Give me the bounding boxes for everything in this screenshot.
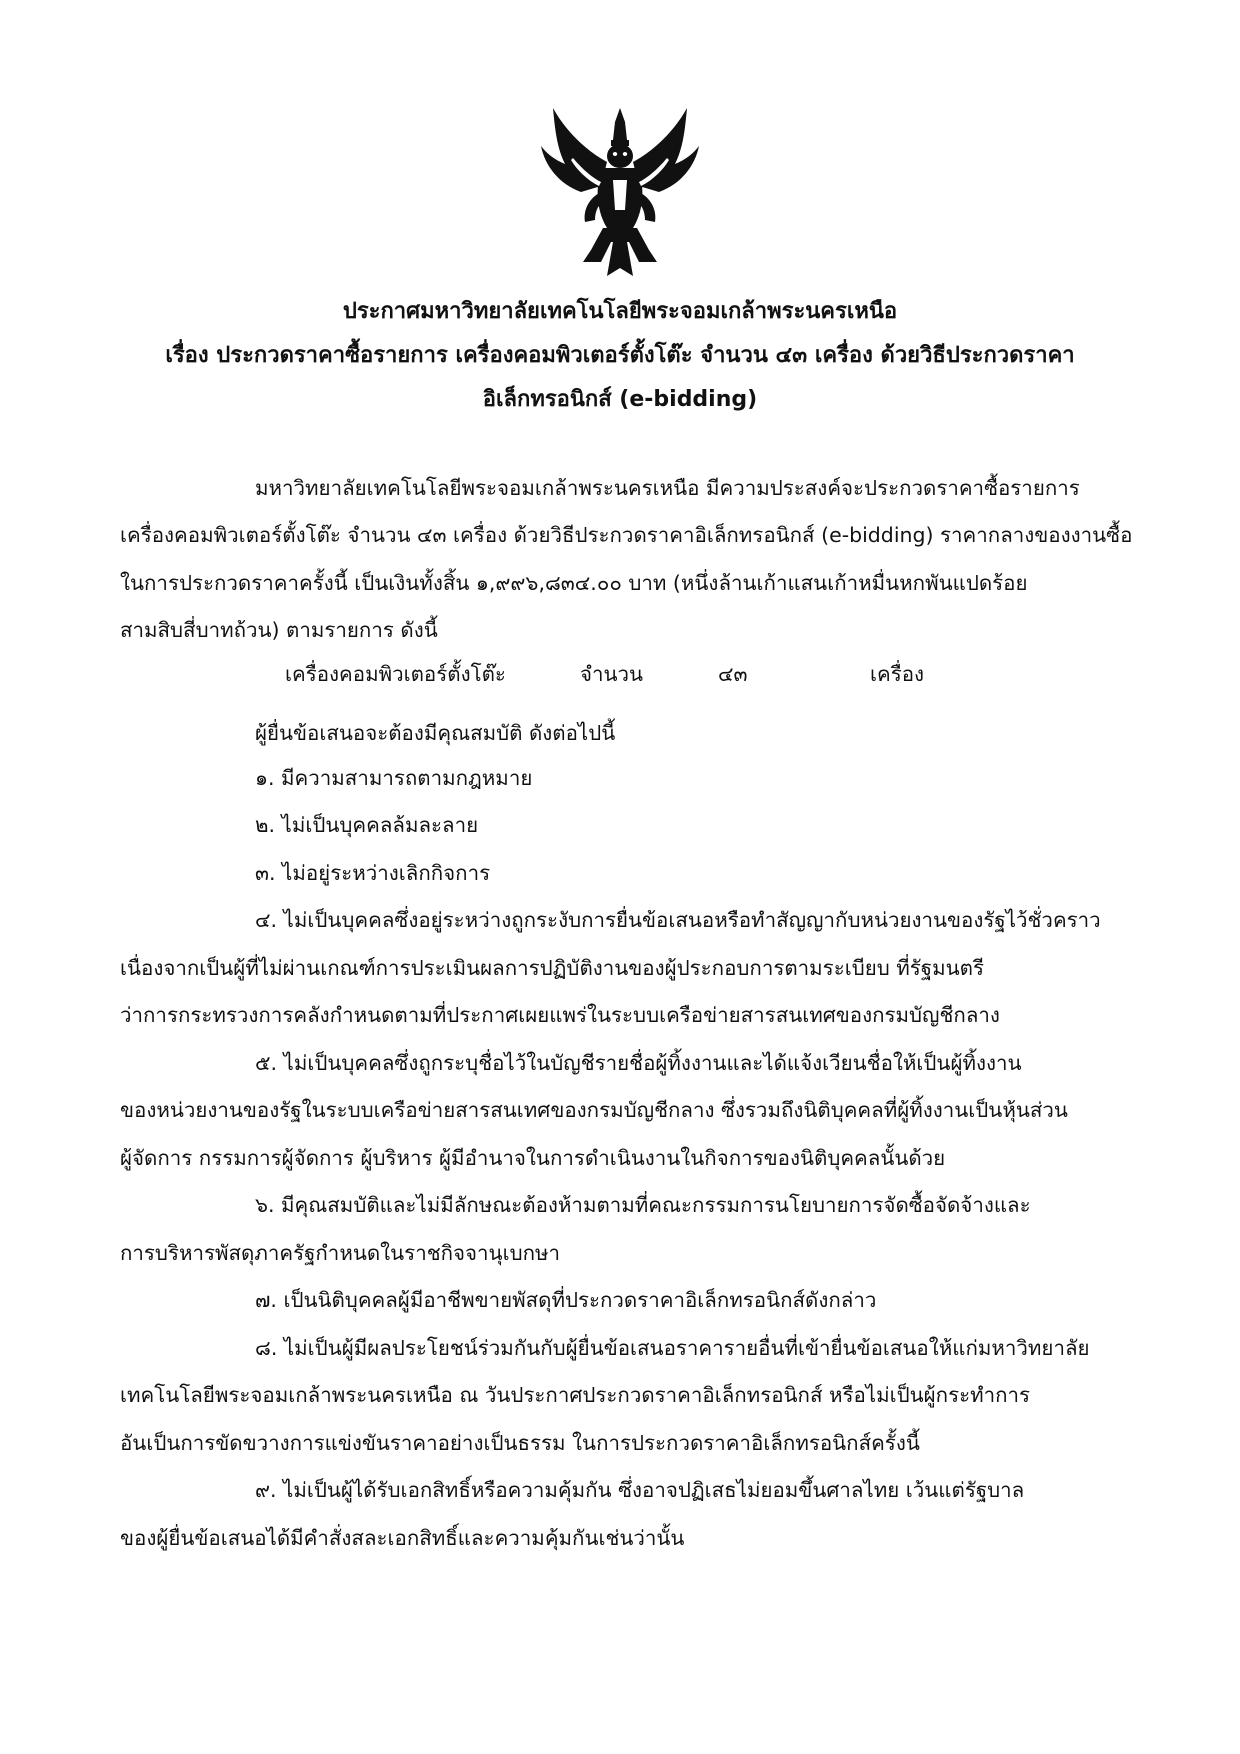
intro-line-1: มหาวิทยาลัยเทคโนโลยีพระจอมเกล้าพระนครเหนือ มีความประสงค์จะประกวดราคาซื้อรายการ	[255, 476, 1080, 500]
header-title: ประกาศมหาวิทยาลัยเทคโนโลยีพระจอมเกล้าพระนครเหนือ	[342, 299, 898, 324]
header-subject: เรื่อง ประกวดราคาซื้อรายการ เครื่องคอมพิวเตอร์ตั้งโต๊ะ จำนวน ๔๓ เครื่อง ด้วยวิธีประกวดราคา	[165, 343, 1075, 368]
qualification-5-line-3: ผู้จัดการ กรรมการผู้จัดการ ผู้บริหาร ผู้มีอำนาจในการดำเนินงานในกิจการของนิติบุคคลนั้นด้วย	[120, 1146, 946, 1170]
qualification-4-line-1: ๔. ไม่เป็นบุคคลซึ่งอยู่ระหว่างถูกระงับการยื่นข้อเสนอหรือทำสัญญากับหน่วยงานของรัฐไว้ชั่วคราว	[255, 908, 1101, 932]
qualification-5-line-1: ๕. ไม่เป็นบุคคลซึ่งถูกระบุชื่อไว้ในบัญชีรายชื่อผู้ทิ้งงานและได้แจ้งเวียนชื่อให้เป็นผู้ทิ้งงาน	[255, 1051, 1022, 1075]
qualification-7: ๗. เป็นนิติบุคคลผู้มีอาชีพขายพัสดุที่ประกวดราคาอิเล็กทรอนิกส์ดังกล่าว	[255, 1288, 877, 1312]
item-unit: เครื่อง	[870, 662, 925, 686]
garuda-emblem-icon	[535, 100, 705, 280]
qualification-6-line-2: การบริหารพัสดุภาครัฐกำหนดในราชกิจจานุเบกษา	[120, 1241, 561, 1265]
intro-line-3: ในการประกวดราคาครั้งนี้ เป็นเงินทั้งสิ้น ๑,๙๙๖,๘๓๔.๐๐ บาท (หนึ่งล้านเก้าแสนเก้าหมื่นหกพันแปดร้อย	[120, 571, 1028, 595]
announcement-header	[120, 290, 1120, 422]
qualification-8-line-1: ๘. ไม่เป็นผู้มีผลประโยชน์ร่วมกันกับผู้ยื่นข้อเสนอราคารายอื่นที่เข้ายื่นข้อเสนอให้แก่มหาวิทยาลัย	[255, 1336, 1090, 1360]
qualification-6-line-1: ๖. มีคุณสมบัติและไม่มีลักษณะต้องห้ามตามที่คณะกรรมการนโยบายการจัดซื้อจัดจ้างและ	[255, 1193, 1031, 1217]
qualification-4-line-3: ว่าการกระทรวงการคลังกำหนดตามที่ประกาศเผยแพร่ในระบบเครือข่ายสารสนเทศของกรมบัญชีกลาง	[120, 1003, 1000, 1027]
item-name: เครื่องคอมพิวเตอร์ตั้งโต๊ะ	[285, 662, 506, 686]
qualification-9-line-1: ๙. ไม่เป็นผู้ได้รับเอกสิทธิ์หรือความคุ้มกัน ซึ่งอาจปฏิเสธไม่ยอมขึ้นศาลไทย เว้นแต่รัฐบาล	[255, 1478, 1025, 1502]
header-subject-continued: อิเล็กทรอนิกส์ (e-bidding)	[482, 387, 758, 412]
qualification-8-line-2: เทคโนโลยีพระจอมเกล้าพระนครเหนือ ณ วันประกาศประกวดราคาอิเล็กทรอนิกส์ หรือไม่เป็นผู้กระทำการ	[120, 1383, 1031, 1407]
item-qty-label: จำนวน	[580, 662, 644, 686]
qualification-4-line-2: เนื่องจากเป็นผู้ที่ไม่ผ่านเกณฑ์การประเมินผลการปฏิบัติงานของผู้ประกอบการตามระเบียบ ที่รัฐมนตรี	[120, 956, 984, 980]
qualification-5-line-2: ของหน่วยงานของรัฐในระบบเครือข่ายสารสนเทศของกรมบัญชีกลาง ซึ่งรวมถึงนิติบุคคลที่ผู้ทิ้งงานเป็นหุ้นส่วน	[120, 1098, 1068, 1122]
qualification-3: ๓. ไม่อยู่ระหว่างเลิกกิจการ	[255, 861, 491, 885]
intro-line-2: เครื่องคอมพิวเตอร์ตั้งโต๊ะ จำนวน ๔๓ เครื่อง ด้วยวิธีประกวดราคาอิเล็กทรอนิกส์ (e-bidding) ราคากลางของงานซื้อ	[120, 523, 1133, 547]
qualification-8-line-3: อันเป็นการขัดขวางการแข่งขันราคาอย่างเป็นธรรม ในการประกวดราคาอิเล็กทรอนิกส์ครั้งนี้	[120, 1431, 920, 1455]
qualification-1: ๑. มีความสามารถตามกฎหมาย	[255, 766, 533, 790]
qualification-9-line-2: ของผู้ยื่นข้อเสนอได้มีคำสั่งสละเอกสิทธิ์และความคุ้มกันเช่นว่านั้น	[120, 1526, 685, 1550]
intro-line-4: สามสิบสี่บาทถ้วน) ตามรายการ ดังนี้	[120, 618, 438, 642]
qualifications-heading: ผู้ยื่นข้อเสนอจะต้องมีคุณสมบัติ ดังต่อไปนี้	[255, 721, 616, 745]
qualification-2: ๒. ไม่เป็นบุคคลล้มละลาย	[255, 813, 479, 837]
item-qty: ๔๓	[718, 662, 748, 686]
